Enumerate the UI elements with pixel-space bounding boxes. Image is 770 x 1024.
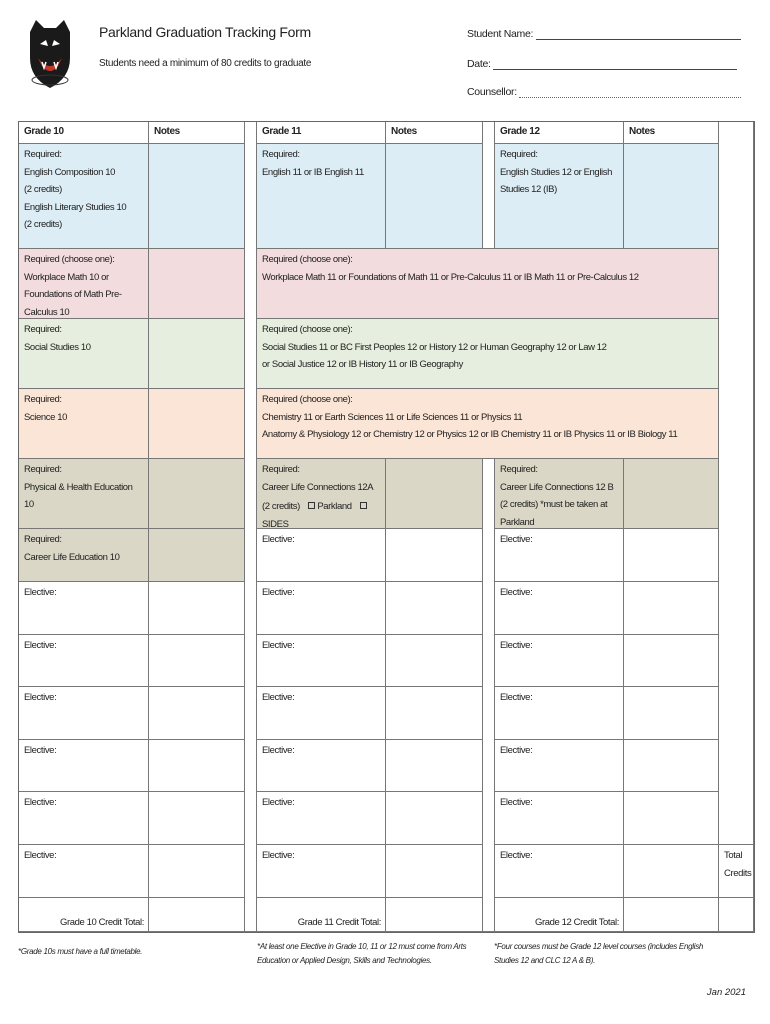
g11-english-cell: Required: English 11 or IB English 11 [257, 144, 386, 249]
tracking-table [18, 121, 755, 933]
column-gap [483, 459, 495, 932]
student-name-label: Student Name: [467, 28, 534, 40]
g10-pe-notes[interactable] [149, 459, 245, 529]
revision-date: Jan 2021 [706, 987, 746, 998]
header-grade-11: Grade 11 [257, 122, 386, 144]
g11-elective-4: Elective: [257, 687, 386, 740]
g12-credit-total-label: Grade 12 Credit Total: [495, 898, 624, 932]
g12-elective-5: Elective: [495, 740, 624, 792]
g1112-science-cell: Required (choose one): Chemistry 11 or Earth Sciences 11 or Life Sciences 11 or Physics 11 Anatomy & Physiology 12 or Chemistry 12 or Physics 12 or IB Chemistry 11 or IB Physics 11 or IB Biology 11 [257, 389, 719, 459]
g1112-math-cell: Required (choose one): Workplace Math 11 or Foundations of Math 11 or Pre-Calculus 11 or IB Math 11 or Pre-Calculus 12 [257, 249, 719, 319]
g12-credit-total-value[interactable] [624, 898, 719, 932]
form-subtitle: Students need a minimum of 80 credits to graduate [99, 58, 312, 69]
g12-elective-6-notes[interactable] [624, 792, 719, 845]
header-grade-12: Grade 12 [495, 122, 624, 144]
g12-elective-2-notes[interactable] [624, 582, 719, 635]
g12-elective-1: Elective: [495, 529, 624, 582]
sides-checkbox[interactable] [360, 502, 367, 509]
g10-social-notes[interactable] [149, 319, 245, 389]
g11-elective-5-notes[interactable] [386, 740, 483, 792]
g10-elective-6-notes[interactable] [149, 845, 245, 898]
header-notes-10: Notes [149, 122, 245, 144]
date-line[interactable] [493, 60, 737, 70]
g11-elective-3: Elective: [257, 635, 386, 687]
g10-elective-3-notes[interactable] [149, 687, 245, 740]
g11-elective-1-notes[interactable] [386, 529, 483, 582]
g11-credit-total-value[interactable] [386, 898, 483, 932]
g10-elective-4-notes[interactable] [149, 740, 245, 792]
g10-elective-1: Elective: [19, 582, 149, 635]
g10-elective-5-notes[interactable] [149, 792, 245, 845]
column-gap [245, 122, 257, 932]
sides-option-label: SIDES [262, 518, 289, 529]
g10-elective-6: Elective: [19, 845, 149, 898]
g11-elective-1: Elective: [257, 529, 386, 582]
g12-elective-2: Elective: [495, 582, 624, 635]
g10-math-cell: Required (choose one): Workplace Math 10 or Foundations of Math Pre-Calculus 10 [19, 249, 149, 319]
g11-clc12a-text: Required: Career Life Connections 12A [262, 464, 374, 493]
g11-clc12a-cell [257, 459, 386, 529]
footnote-grade-12: *Four courses must be Grade 12 level courses (includes English Studies 12 and CLC 12 A & B). [494, 942, 704, 965]
g10-elective-1-notes[interactable] [149, 582, 245, 635]
g12-english-cell: Required: English Studies 12 or English Studies 12 (IB) [495, 144, 624, 249]
g10-science-notes[interactable] [149, 389, 245, 459]
g11-elective-6: Elective: [257, 792, 386, 845]
g10-elective-2: Elective: [19, 635, 149, 687]
g12-clc12b-notes[interactable] [624, 459, 719, 529]
g12-elective-4-notes[interactable] [624, 687, 719, 740]
g11-elective-7: Elective: [257, 845, 386, 898]
g10-english-cell: Required: English Composition 10 (2 credits) English Literary Studies 10 (2 credits) [19, 144, 149, 249]
counsellor-field[interactable] [467, 86, 741, 98]
g11-elective-2-notes[interactable] [386, 582, 483, 635]
total-credits-value[interactable] [719, 898, 754, 932]
counsellor-label: Counsellor: [467, 86, 517, 98]
parkland-checkbox[interactable] [308, 502, 315, 509]
g12-elective-5-notes[interactable] [624, 740, 719, 792]
g12-elective-7-notes[interactable] [624, 845, 719, 898]
g10-english-notes[interactable] [149, 144, 245, 249]
g12-elective-3-notes[interactable] [624, 635, 719, 687]
g10-math-notes[interactable] [149, 249, 245, 319]
date-field[interactable] [467, 58, 737, 70]
g11-clc12a-credits: (2 credits) [262, 501, 300, 512]
g10-credit-total-label: Grade 10 Credit Total: [19, 898, 149, 932]
g10-pe-cell: Required: Physical & Health Education 10 [19, 459, 149, 529]
g11-elective-2: Elective: [257, 582, 386, 635]
header-grade-10: Grade 10 [19, 122, 149, 144]
g12-elective-6: Elective: [495, 792, 624, 845]
g11-clc12a-notes[interactable] [386, 459, 483, 529]
footnote-grade-11: *At least one Elective in Grade 10, 11 or 12 must come from Arts Education or Applied Design, Skills and Technologies. [257, 942, 467, 965]
header-notes-11: Notes [386, 122, 483, 144]
g12-english-notes[interactable] [624, 144, 719, 249]
g11-elective-4-notes[interactable] [386, 687, 483, 740]
counsellor-line[interactable] [519, 88, 741, 98]
g12-elective-7: Elective: [495, 845, 624, 898]
g11-elective-6-notes[interactable] [386, 792, 483, 845]
g11-credit-total-label: Grade 11 Credit Total: [257, 898, 386, 932]
g10-clc-notes[interactable] [149, 529, 245, 582]
g12-elective-4: Elective: [495, 687, 624, 740]
header-notes-12: Notes [624, 122, 719, 144]
g11-english-notes[interactable] [386, 144, 483, 249]
g1112-social-cell: Required (choose one): Social Studies 11 or BC First Peoples 12 or History 12 or Human Geography 12 or Law 12 or Social Justice 12 or IB History 11 or IB Geography [257, 319, 719, 389]
g10-clc-cell: Required: Career Life Education 10 [19, 529, 149, 582]
g10-elective-4: Elective: [19, 740, 149, 792]
parkland-option-label: Parkland [317, 501, 352, 512]
column-gap [483, 122, 495, 249]
footnote-grade-10: *Grade 10s must have a full timetable. [18, 947, 143, 956]
g11-elective-3-notes[interactable] [386, 635, 483, 687]
g10-credit-total-value[interactable] [149, 898, 245, 932]
g11-elective-7-notes[interactable] [386, 845, 483, 898]
g12-clc12b-cell: Required: Career Life Connections 12 B (2 credits) *must be taken at Parkland [495, 459, 624, 529]
g10-social-cell: Required: Social Studies 10 [19, 319, 149, 389]
g12-elective-3: Elective: [495, 635, 624, 687]
g11-elective-5: Elective: [257, 740, 386, 792]
g10-elective-2-notes[interactable] [149, 635, 245, 687]
panther-logo [26, 18, 74, 90]
form-title: Parkland Graduation Tracking Form [99, 24, 311, 40]
student-name-line[interactable] [536, 30, 741, 40]
g10-elective-5: Elective: [19, 792, 149, 845]
student-name-field[interactable] [467, 28, 741, 40]
total-credits-label: Total Credits [719, 845, 754, 898]
date-label: Date: [467, 58, 491, 70]
g12-elective-1-notes[interactable] [624, 529, 719, 582]
g10-elective-3: Elective: [19, 687, 149, 740]
total-column [719, 122, 754, 845]
g10-science-cell: Required: Science 10 [19, 389, 149, 459]
